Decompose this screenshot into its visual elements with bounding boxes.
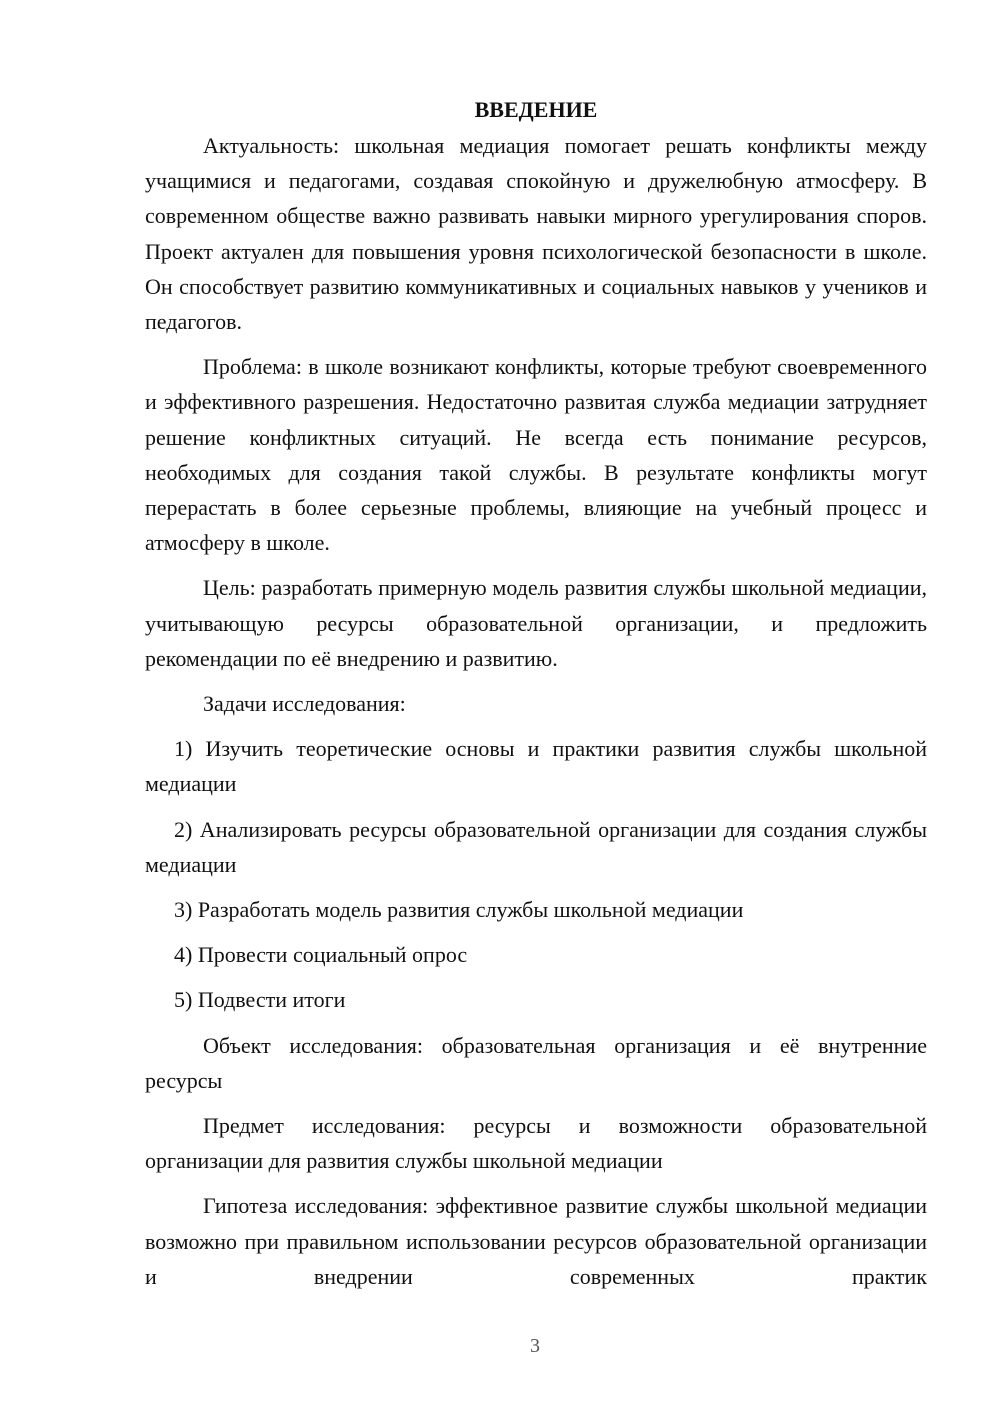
page-number: 3 — [530, 1335, 540, 1357]
list-item: 1) Изучить теоретические основы и практики развития службы школьной медиации — [145, 736, 927, 797]
document-page — [145, 92, 927, 1304]
page-title: ВВЕДЕНИЕ — [474, 97, 598, 122]
list-item: 4) Провести социальный опрос — [174, 942, 468, 968]
paragraph-goal: Цель: разработать примерную модель развития службы школьной медиации, учитывающую ресурсы образовательной организации, и предложить рекомендации по её внедрению и развитию. — [145, 575, 927, 671]
paragraph-subject: Предмет исследования: ресурсы и возможности образовательной организации для развития службы школьной медиации — [145, 1113, 927, 1174]
paragraph-problem: Проблема: в школе возникают конфликты, которые требуют своевременного и эффективного разрешения. Недостаточно развитая служба медиации затрудняет решение конфликтных ситуаций. Не всегда есть понимание ресурсов, необходимых для создания такой службы. В результате конфликты могут перерастать в более серьезные проблемы, влияющие на учебный процесс и атмосферу в школе. — [145, 354, 927, 556]
tasks-heading: Задачи исследования: — [203, 691, 406, 717]
paragraph-relevance: Актуальность: школьная медиация помогает решать конфликты между учащимися и педагогами, создавая спокойную и дружелюбную атмосферу. В современном обществе важно развивать навыки мирного урегулирования споров. Проект актуален для повышения уровня психологической безопасности в школе. Он способствует развитию коммуникативных и социальных навыков у учеников и педагогов. — [145, 133, 927, 335]
paragraph-object: Объект исследования: образовательная организация и её внутренние ресурсы — [145, 1032, 927, 1093]
list-item: 5) Подвести итоги — [174, 987, 346, 1013]
paragraph-hypothesis: Гипотеза исследования: эффективное развитие службы школьной медиации возможно при правильном использовании ресурсов образовательной организации и внедрении современных практик — [145, 1193, 927, 1289]
list-item: 2) Анализировать ресурсы образовательной организации для создания службы медиации — [145, 816, 927, 877]
list-item: 3) Разработать модель развития службы школьной медиации — [174, 897, 744, 923]
